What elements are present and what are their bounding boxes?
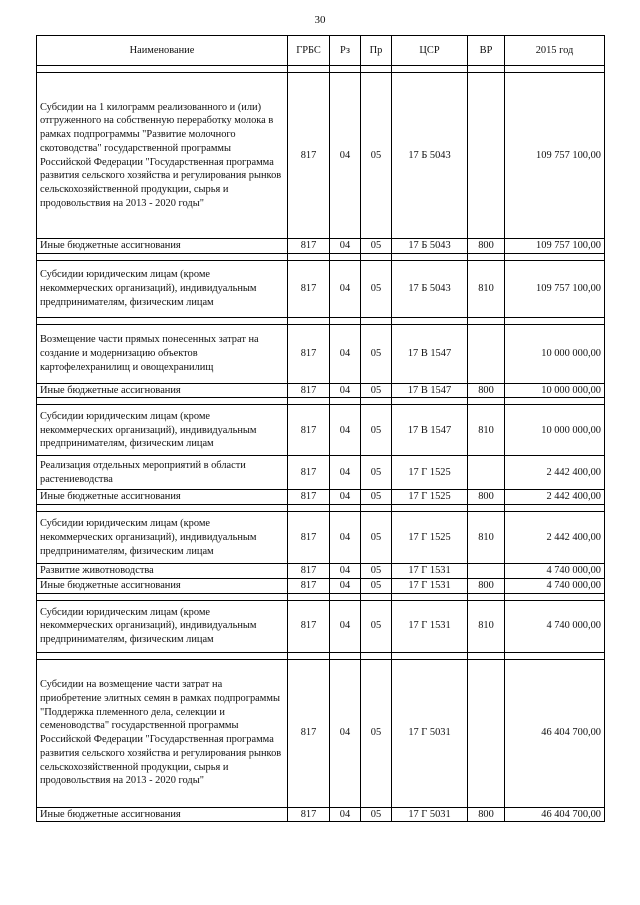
row-amount: 10 000 000,00: [505, 405, 605, 456]
row-name: Субсидии юридическим лицам (кроме некоммерческих организаций), индивидуальным предпринимателям, физическим лицам: [37, 260, 288, 317]
row-csr: 17 Г 1525: [392, 490, 468, 505]
row-rz: 04: [330, 383, 361, 398]
row-rz: 04: [330, 405, 361, 456]
header-pr: Пр: [361, 36, 392, 66]
row-pr: 05: [361, 73, 392, 239]
row-csr: 17 В 1547: [392, 383, 468, 398]
row-csr: 17 Г 5031: [392, 807, 468, 822]
header-name: Наименование: [37, 36, 288, 66]
page-number: 30: [314, 14, 326, 26]
table-header-row: [37, 36, 605, 66]
row-rz: 04: [330, 600, 361, 652]
row-vr: 810: [468, 405, 505, 456]
row-grbs: 817: [288, 260, 330, 317]
row-grbs: 817: [288, 564, 330, 579]
row-csr: 17 Г 1531: [392, 564, 468, 579]
budget-table: [36, 35, 605, 822]
row-csr: 17 Б 5043: [392, 260, 468, 317]
row-name: Иные бюджетные ассигнования: [37, 239, 288, 254]
row-rz: 04: [330, 512, 361, 564]
row-name: Развитие животноводства: [37, 564, 288, 579]
row-name: Субсидии юридическим лицам (кроме некоммерческих организаций), индивидуальным предпринимателям, физическим лицам: [37, 512, 288, 564]
row-name: Реализация отдельных мероприятий в области растениеводства: [37, 456, 288, 490]
table-row: [37, 807, 605, 822]
row-amount: 46 404 700,00: [505, 807, 605, 822]
row-amount: 4 740 000,00: [505, 578, 605, 593]
table-row: [37, 405, 605, 456]
row-amount: 10 000 000,00: [505, 324, 605, 383]
row-vr: 800: [468, 490, 505, 505]
row-vr: 800: [468, 578, 505, 593]
row-amount: 2 442 400,00: [505, 490, 605, 505]
row-vr: [468, 73, 505, 239]
row-amount: 4 740 000,00: [505, 564, 605, 579]
row-vr: [468, 324, 505, 383]
row-grbs: 817: [288, 405, 330, 456]
row-name: Иные бюджетные ассигнования: [37, 383, 288, 398]
table-row: [37, 490, 605, 505]
row-pr: 05: [361, 600, 392, 652]
row-grbs: 817: [288, 512, 330, 564]
row-pr: 05: [361, 659, 392, 807]
row-pr: 05: [361, 239, 392, 254]
row-vr: 810: [468, 260, 505, 317]
row-name: Иные бюджетные ассигнования: [37, 807, 288, 822]
row-name: Иные бюджетные ассигнования: [37, 578, 288, 593]
table-row: [37, 260, 605, 317]
table-row: [37, 239, 605, 254]
row-csr: 17 Г 5031: [392, 659, 468, 807]
table-row: [37, 324, 605, 383]
row-grbs: 817: [288, 383, 330, 398]
row-rz: 04: [330, 490, 361, 505]
row-amount: 4 740 000,00: [505, 600, 605, 652]
row-amount: 2 442 400,00: [505, 512, 605, 564]
row-pr: 05: [361, 564, 392, 579]
row-pr: 05: [361, 260, 392, 317]
row-rz: 04: [330, 324, 361, 383]
row-rz: 04: [330, 73, 361, 239]
row-csr: 17 Б 5043: [392, 239, 468, 254]
row-grbs: 817: [288, 807, 330, 822]
row-grbs: 817: [288, 456, 330, 490]
row-rz: 04: [330, 578, 361, 593]
row-amount: 109 757 100,00: [505, 260, 605, 317]
row-grbs: 817: [288, 239, 330, 254]
header-csr: ЦСР: [392, 36, 468, 66]
row-grbs: 817: [288, 600, 330, 652]
row-amount: 10 000 000,00: [505, 383, 605, 398]
row-csr: 17 Б 5043: [392, 73, 468, 239]
row-csr: 17 В 1547: [392, 324, 468, 383]
row-name: Иные бюджетные ассигнования: [37, 490, 288, 505]
row-rz: 04: [330, 456, 361, 490]
row-csr: 17 Г 1531: [392, 600, 468, 652]
header-grbs: ГРБС: [288, 36, 330, 66]
table-row: [37, 73, 605, 239]
row-grbs: 817: [288, 578, 330, 593]
header-rz: Рз: [330, 36, 361, 66]
row-grbs: 817: [288, 659, 330, 807]
row-pr: 05: [361, 807, 392, 822]
row-grbs: 817: [288, 490, 330, 505]
row-vr: 800: [468, 239, 505, 254]
row-rz: 04: [330, 564, 361, 579]
row-csr: 17 В 1547: [392, 405, 468, 456]
table-row: [37, 564, 605, 579]
row-pr: 05: [361, 324, 392, 383]
table-row: [37, 578, 605, 593]
row-amount: 109 757 100,00: [505, 73, 605, 239]
row-csr: 17 Г 1525: [392, 512, 468, 564]
row-csr: 17 Г 1531: [392, 578, 468, 593]
row-rz: 04: [330, 659, 361, 807]
table-row: [37, 512, 605, 564]
row-pr: 05: [361, 383, 392, 398]
row-pr: 05: [361, 456, 392, 490]
header-vr: ВР: [468, 36, 505, 66]
row-pr: 05: [361, 578, 392, 593]
row-vr: 800: [468, 807, 505, 822]
row-grbs: 817: [288, 73, 330, 239]
table-row: [37, 456, 605, 490]
row-vr: [468, 564, 505, 579]
row-name: Субсидии на 1 килограмм реализованного и (или) отгруженного на собственную переработку молока в рамках подпрограммы "Развитие молочного скотоводства" государственной программы Российской Федерации "Государственная программа развития сельского хозяйства и регулирования рынков сельскохозяйственной продукции, сырья и продовольствия на 2013 - 2020 годы": [37, 73, 288, 239]
row-vr: 810: [468, 600, 505, 652]
row-pr: 05: [361, 405, 392, 456]
row-name: Субсидии на возмещение части затрат на приобретение элитных семян в рамках подпрограммы "Поддержка племенного дела, селекции и семеноводства" государственной программы Российской Федерации "Государственная программа развития сельского хозяйства и регулирования рынков сельскохозяйственной продукции, сырья и продовольствия на 2013 - 2020 годы": [37, 659, 288, 807]
row-vr: [468, 659, 505, 807]
table-row: [37, 383, 605, 398]
row-csr: 17 Г 1525: [392, 456, 468, 490]
row-vr: [468, 456, 505, 490]
row-amount: 109 757 100,00: [505, 239, 605, 254]
row-rz: 04: [330, 807, 361, 822]
row-rz: 04: [330, 239, 361, 254]
row-name: Возмещение части прямых понесенных затрат на создание и модернизацию объектов картофелехранилищ и овощехранилищ: [37, 324, 288, 383]
row-grbs: 817: [288, 324, 330, 383]
row-name: Субсидии юридическим лицам (кроме некоммерческих организаций), индивидуальным предпринимателям, физическим лицам: [37, 405, 288, 456]
row-name: Субсидии юридическим лицам (кроме некоммерческих организаций), индивидуальным предпринимателям, физическим лицам: [37, 600, 288, 652]
row-pr: 05: [361, 512, 392, 564]
row-amount: 46 404 700,00: [505, 659, 605, 807]
row-rz: 04: [330, 260, 361, 317]
row-amount: 2 442 400,00: [505, 456, 605, 490]
row-pr: 05: [361, 490, 392, 505]
header-amount: 2015 год: [505, 36, 605, 66]
row-vr: 800: [468, 383, 505, 398]
row-vr: 810: [468, 512, 505, 564]
table-row: [37, 659, 605, 807]
table-row: [37, 600, 605, 652]
